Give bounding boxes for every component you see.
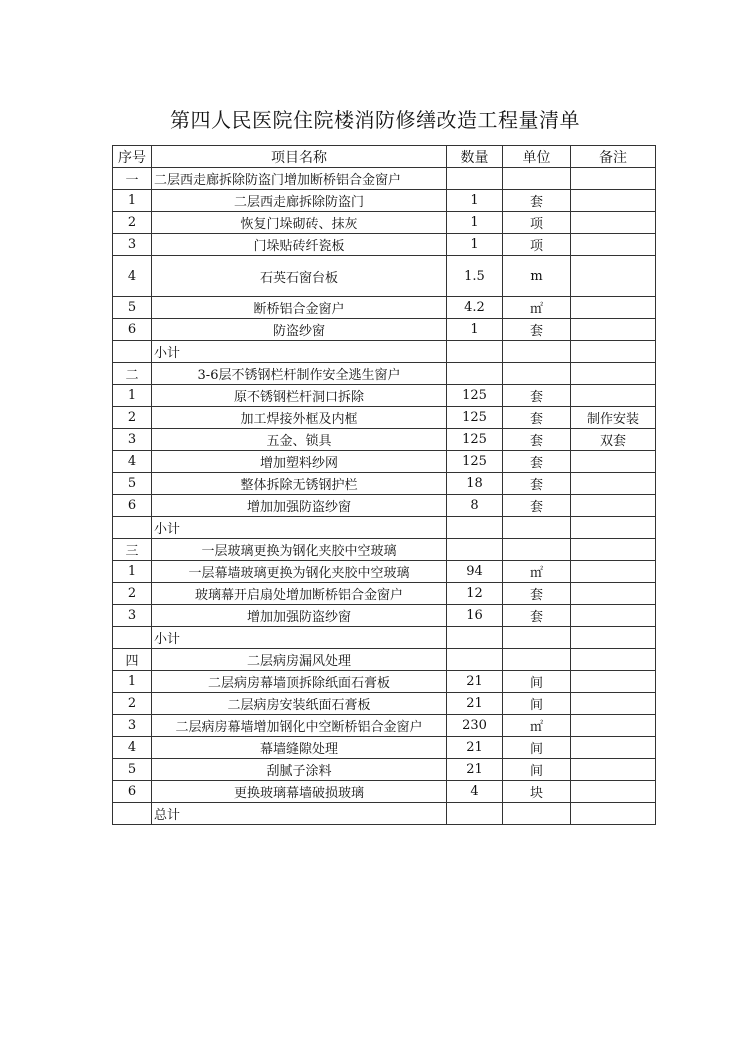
- cell-unit: 块: [503, 781, 571, 803]
- cell-note: [571, 495, 656, 517]
- cell-seq: 1: [113, 561, 152, 583]
- cell-note: [571, 451, 656, 473]
- table-row: [113, 407, 656, 429]
- cell-qty: 1: [447, 234, 503, 256]
- cell-note: [571, 363, 656, 385]
- header-unit: 单位: [503, 146, 571, 168]
- cell-unit: 套: [503, 583, 571, 605]
- cell-name: 小计: [152, 627, 447, 649]
- cell-qty: [447, 539, 503, 561]
- cell-name: 二层病房幕墙增加钢化中空断桥铝合金窗户: [152, 715, 447, 737]
- cell-seq: 6: [113, 319, 152, 341]
- cell-name: 一层玻璃更换为钢化夹胶中空玻璃: [152, 539, 447, 561]
- cell-note: [571, 781, 656, 803]
- cell-note: [571, 671, 656, 693]
- table-row: [113, 605, 656, 627]
- cell-note: 双套: [571, 429, 656, 451]
- cell-name: 二层病房安装纸面石膏板: [152, 693, 447, 715]
- cell-qty: 1: [447, 212, 503, 234]
- page-title: 第四人民医院住院楼消防修缮改造工程量清单: [170, 108, 580, 132]
- cell-unit: ㎡: [503, 561, 571, 583]
- cell-seq: [113, 627, 152, 649]
- table-row: [113, 495, 656, 517]
- table-row: [113, 363, 656, 385]
- cell-unit: [503, 363, 571, 385]
- cell-unit: [503, 803, 571, 825]
- cell-seq: 1: [113, 671, 152, 693]
- table-row: [113, 517, 656, 539]
- cell-qty: 94: [447, 561, 503, 583]
- cell-name: 刮腻子涂料: [152, 759, 447, 781]
- cell-note: [571, 693, 656, 715]
- cell-note: [571, 168, 656, 190]
- cell-note: [571, 715, 656, 737]
- cell-name: 玻璃幕开启扇处增加断桥铝合金窗户: [152, 583, 447, 605]
- cell-seq: 4: [113, 451, 152, 473]
- table-row: [113, 319, 656, 341]
- cell-unit: 套: [503, 429, 571, 451]
- cell-qty: 125: [447, 407, 503, 429]
- cell-qty: 125: [447, 385, 503, 407]
- cell-unit: 项: [503, 212, 571, 234]
- table-row: [113, 561, 656, 583]
- cell-seq: 5: [113, 297, 152, 319]
- cell-note: [571, 517, 656, 539]
- cell-note: [571, 212, 656, 234]
- cell-note: [571, 759, 656, 781]
- cell-name: 幕墙缝隙处理: [152, 737, 447, 759]
- cell-unit: 套: [503, 605, 571, 627]
- cell-note: [571, 234, 656, 256]
- cell-qty: 1: [447, 319, 503, 341]
- cell-seq: 4: [113, 737, 152, 759]
- cell-name: 增加塑料纱网: [152, 451, 447, 473]
- cell-seq: 5: [113, 759, 152, 781]
- cell-seq: 3: [113, 605, 152, 627]
- cell-note: [571, 737, 656, 759]
- table-row: [113, 671, 656, 693]
- cell-note: [571, 539, 656, 561]
- cell-seq: [113, 803, 152, 825]
- table-body: [113, 168, 656, 825]
- cell-seq: 6: [113, 781, 152, 803]
- cell-unit: 间: [503, 737, 571, 759]
- cell-name: 加工焊接外框及内框: [152, 407, 447, 429]
- cell-qty: [447, 649, 503, 671]
- table-row: [113, 583, 656, 605]
- cell-qty: 21: [447, 737, 503, 759]
- quantity-list-table: [112, 145, 656, 825]
- cell-seq: 6: [113, 495, 152, 517]
- table-row: [113, 627, 656, 649]
- cell-qty: 4: [447, 781, 503, 803]
- table-row: [113, 759, 656, 781]
- cell-seq: 3: [113, 429, 152, 451]
- table-row: [113, 212, 656, 234]
- table-row: [113, 256, 656, 297]
- cell-unit: m: [503, 256, 571, 297]
- cell-seq: 2: [113, 583, 152, 605]
- cell-qty: 12: [447, 583, 503, 605]
- header-note: 备注: [571, 146, 656, 168]
- cell-qty: [447, 627, 503, 649]
- cell-name: 恢复门垛砌砖、抹灰: [152, 212, 447, 234]
- cell-name: 小计: [152, 341, 447, 363]
- cell-seq: 1: [113, 385, 152, 407]
- cell-name: 总计: [152, 803, 447, 825]
- cell-qty: 21: [447, 693, 503, 715]
- header-qty: 数量: [447, 146, 503, 168]
- table-row: [113, 429, 656, 451]
- cell-qty: [447, 803, 503, 825]
- cell-name: 小计: [152, 517, 447, 539]
- cell-note: [571, 341, 656, 363]
- cell-unit: 套: [503, 319, 571, 341]
- cell-qty: 8: [447, 495, 503, 517]
- cell-note: [571, 803, 656, 825]
- cell-unit: 间: [503, 759, 571, 781]
- table-header-row: [113, 146, 656, 168]
- header-name: 项目名称: [152, 146, 447, 168]
- cell-note: [571, 649, 656, 671]
- cell-name: 二层病房幕墙顶拆除纸面石膏板: [152, 671, 447, 693]
- cell-name: 二层病房漏风处理: [152, 649, 447, 671]
- cell-qty: 4.2: [447, 297, 503, 319]
- cell-unit: 套: [503, 451, 571, 473]
- cell-seq: 2: [113, 407, 152, 429]
- cell-unit: 间: [503, 693, 571, 715]
- cell-unit: 套: [503, 495, 571, 517]
- cell-note: [571, 605, 656, 627]
- cell-name: 原不锈钢栏杆洞口拆除: [152, 385, 447, 407]
- cell-unit: [503, 517, 571, 539]
- cell-unit: [503, 539, 571, 561]
- header-seq: 序号: [113, 146, 152, 168]
- table-row: [113, 385, 656, 407]
- cell-name: 二层西走廊拆除防盗门: [152, 190, 447, 212]
- cell-seq: 2: [113, 212, 152, 234]
- cell-unit: 项: [503, 234, 571, 256]
- cell-qty: 18: [447, 473, 503, 495]
- cell-seq: 3: [113, 715, 152, 737]
- cell-seq: 3: [113, 234, 152, 256]
- table-row: [113, 737, 656, 759]
- cell-unit: 套: [503, 385, 571, 407]
- cell-seq: 一: [113, 168, 152, 190]
- cell-seq: 四: [113, 649, 152, 671]
- cell-qty: [447, 341, 503, 363]
- cell-note: [571, 385, 656, 407]
- table-row: [113, 649, 656, 671]
- cell-name: 断桥铝合金窗户: [152, 297, 447, 319]
- cell-note: [571, 561, 656, 583]
- cell-unit: ㎡: [503, 715, 571, 737]
- cell-name: 防盗纱窗: [152, 319, 447, 341]
- cell-name: 石英石窗台板: [152, 256, 447, 297]
- cell-seq: 5: [113, 473, 152, 495]
- cell-unit: 套: [503, 473, 571, 495]
- table-row: [113, 803, 656, 825]
- cell-note: [571, 256, 656, 297]
- cell-note: [571, 297, 656, 319]
- cell-unit: ㎡: [503, 297, 571, 319]
- cell-qty: 125: [447, 429, 503, 451]
- cell-seq: [113, 517, 152, 539]
- cell-name: 3-6层不锈钢栏杆制作安全逃生窗户: [152, 363, 447, 385]
- cell-seq: 1: [113, 190, 152, 212]
- cell-qty: [447, 363, 503, 385]
- cell-qty: 1.5: [447, 256, 503, 297]
- cell-qty: [447, 168, 503, 190]
- cell-name: 五金、锁具: [152, 429, 447, 451]
- cell-name: 一层幕墙玻璃更换为钢化夹胶中空玻璃: [152, 561, 447, 583]
- cell-unit: [503, 341, 571, 363]
- table-row: [113, 190, 656, 212]
- cell-qty: [447, 517, 503, 539]
- cell-seq: 二: [113, 363, 152, 385]
- cell-note: [571, 627, 656, 649]
- cell-note: [571, 319, 656, 341]
- cell-name: 二层西走廊拆除防盗门增加断桥铝合金窗户: [152, 168, 447, 190]
- table-row: [113, 168, 656, 190]
- table-row: [113, 234, 656, 256]
- cell-seq: [113, 341, 152, 363]
- cell-name: 门垛贴砖纤瓷板: [152, 234, 447, 256]
- table-row: [113, 693, 656, 715]
- cell-note: [571, 473, 656, 495]
- cell-qty: 16: [447, 605, 503, 627]
- table-row: [113, 715, 656, 737]
- cell-note: [571, 190, 656, 212]
- cell-seq: 4: [113, 256, 152, 297]
- table-row: [113, 781, 656, 803]
- cell-unit: [503, 168, 571, 190]
- cell-note: 制作安装: [571, 407, 656, 429]
- cell-name: 整体拆除无锈钢护栏: [152, 473, 447, 495]
- cell-note: [571, 583, 656, 605]
- table-row: [113, 539, 656, 561]
- cell-unit: 套: [503, 190, 571, 212]
- cell-unit: 间: [503, 671, 571, 693]
- cell-unit: [503, 649, 571, 671]
- cell-qty: 230: [447, 715, 503, 737]
- cell-unit: [503, 627, 571, 649]
- table-row: [113, 473, 656, 495]
- cell-qty: 21: [447, 671, 503, 693]
- table-row: [113, 451, 656, 473]
- table-row: [113, 297, 656, 319]
- cell-seq: 三: [113, 539, 152, 561]
- cell-qty: 1: [447, 190, 503, 212]
- cell-unit: 套: [503, 407, 571, 429]
- table-row: [113, 341, 656, 363]
- cell-name: 增加加强防盗纱窗: [152, 495, 447, 517]
- cell-name: 增加加强防盗纱窗: [152, 605, 447, 627]
- cell-name: 更换玻璃幕墙破损玻璃: [152, 781, 447, 803]
- cell-qty: 21: [447, 759, 503, 781]
- cell-qty: 125: [447, 451, 503, 473]
- cell-seq: 2: [113, 693, 152, 715]
